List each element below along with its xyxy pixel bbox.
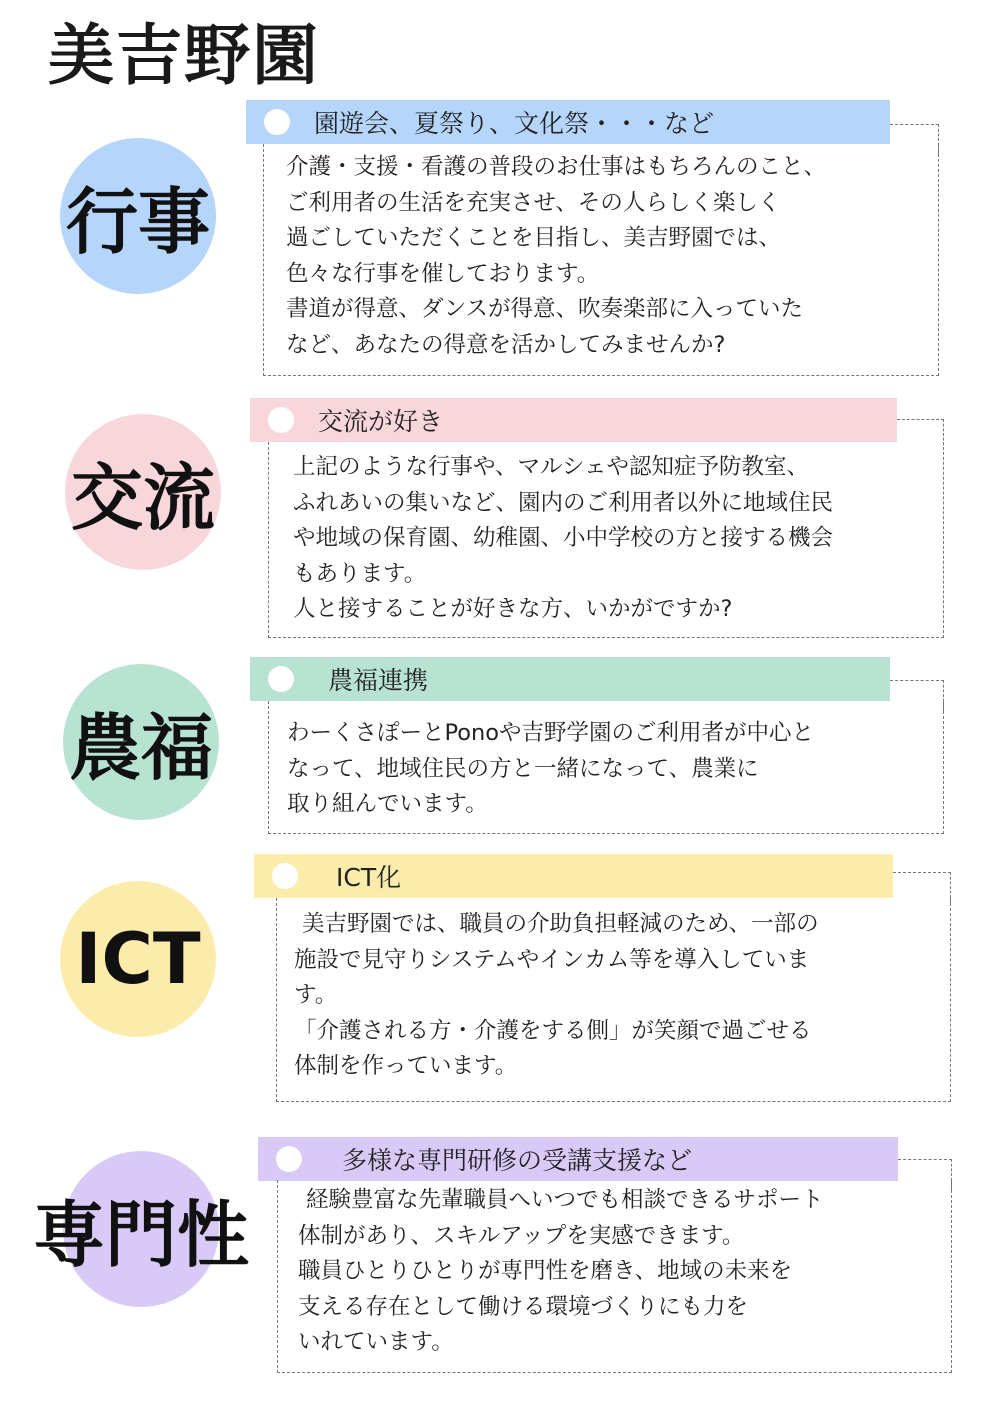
ict-text-line: 体制を作っています。 (294, 1053, 518, 1079)
expertise-text-line: 職員ひとりひとりが専門性を磨き、地域の未来を (298, 1258, 793, 1284)
events-text-line: 色々な行事を催しております。 (286, 260, 600, 287)
exchange-header-label: 交流が好き (318, 407, 444, 436)
events-bullet-icon (264, 109, 290, 135)
expertise-text-line: 経験豊富な先輩職員へいつでも相談できるサポート (306, 1187, 824, 1213)
expertise-header-bar (258, 1137, 898, 1181)
ict-bullet-icon (272, 863, 298, 889)
ict-text-line: す。 (294, 982, 338, 1008)
exchange-text-line: や地域の保育園、幼稚園、小中学校の方と接する機会 (293, 525, 834, 551)
page-title: 美吉野園 (48, 17, 320, 94)
ict-circle (60, 881, 216, 1037)
expertise-bullet-icon (276, 1146, 302, 1172)
expertise-text-line: 支える存在として働ける環境づくりにも力を (298, 1293, 749, 1320)
expertise-circle-label: 専門性 (33, 1193, 250, 1277)
ict-circle-label: ICT (75, 918, 201, 1000)
events-header-label: 園遊会、夏祭り、文化祭・・・など (314, 109, 715, 138)
agri-circle-label: 農福 (68, 706, 213, 790)
agri-bullet-icon (268, 666, 294, 692)
exchange-text-line: ふれあいの集いなど、園内のご利用者以外に地域住民 (293, 489, 834, 516)
expertise-text-box (277, 1180, 952, 1373)
events-text-line: 介護・支援・看護の普段のお仕事はもちろんのこと、 (286, 154, 827, 180)
exchange-text-line: もあります。 (293, 560, 427, 587)
events-text-box (263, 144, 939, 376)
exchange-circle (65, 414, 221, 570)
events-text-line: など、あなたの得意を活かしてみませんか? (286, 331, 726, 358)
ict-text-line: 施設で見守りシステムやインカム等を導入していま (294, 946, 810, 973)
expertise-circle (33, 1151, 250, 1307)
events-header-bar (246, 100, 890, 144)
ict-text-line: 美吉野園では、職員の介助負担軽減のため、一部の (302, 911, 819, 937)
agri-circle (63, 664, 219, 820)
agri-text-line: わーくさぽーとPonoや吉野学園のご利用者が中心と (287, 720, 815, 746)
expertise-text-line: 体制があり、スキルアップを実感できます。 (298, 1222, 745, 1249)
exchange-text-box (268, 442, 944, 638)
exchange-text-line: 上記のような行事や、マルシェや認知症予防教室、 (293, 454, 810, 480)
events-circle (60, 138, 216, 294)
expertise-text-line: いれています。 (298, 1329, 454, 1355)
expertise-header-label: 多様な専門研修の受講支援など (342, 1146, 693, 1175)
exchange-circle-label: 交流 (70, 456, 215, 540)
events-circle-label: 行事 (65, 180, 210, 264)
exchange-text-line: 人と接することが好きな方、いかがですか? (293, 596, 733, 622)
agri-header-bar (250, 657, 890, 701)
exchange-header-bar (250, 398, 897, 442)
events-text-line: 過ごしていただくことを目指し、美吉野園では、 (286, 225, 782, 251)
agri-text-line: なって、地域住民の方と一緒になって、農業に (287, 755, 759, 782)
exchange-bullet-icon (268, 407, 294, 433)
ict-header-label: ICT化 (336, 863, 402, 892)
events-text-line: ご利用者の生活を充実させ、その人らしく楽しく (286, 189, 781, 216)
agri-text-box (268, 701, 944, 834)
agri-header-label: 農福連携 (328, 666, 429, 695)
ict-text-line: 「介護される方・介護をする側」が笑顔で過ごせる (294, 1017, 812, 1044)
agri-text-line: 取り組んでいます。 (287, 791, 488, 817)
events-text-line: 書道が得意、ダンスが得意、吹奏楽部に入っていた (286, 296, 804, 322)
ict-header-bar (254, 854, 893, 898)
ict-text-box (276, 898, 951, 1102)
